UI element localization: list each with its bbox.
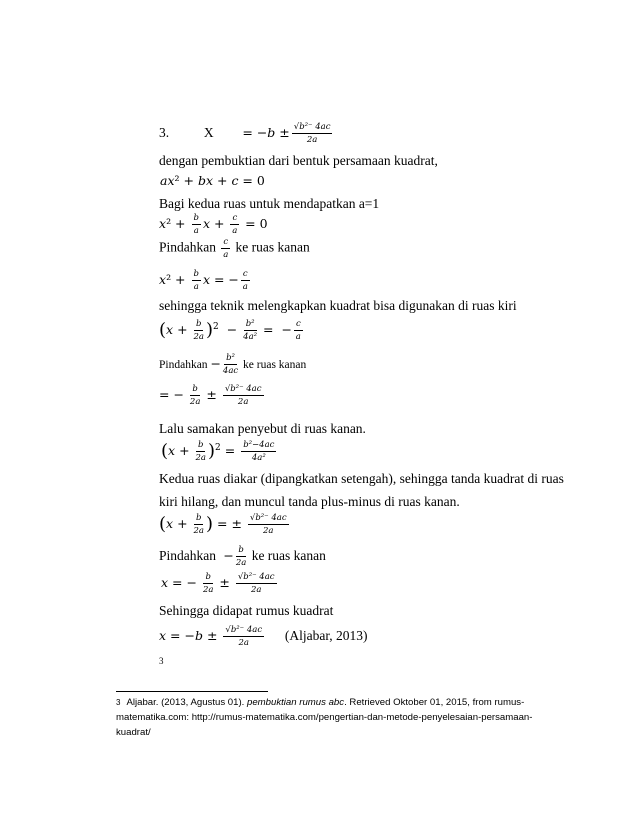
footnote-title: pembuktian rumus abc xyxy=(247,697,345,708)
text-kedua-1: Kedua ruas diakar (dipangkatkan setengah), sehingga tanda kuadrat di ruas xyxy=(159,471,564,486)
equation-x-isolated: x = − $\frac{b}{2a}$ ± $\frac{\text{√b²⁻ 4ac}}{2a}$ xyxy=(161,572,275,595)
equation-moved: x² + $\frac{b}{a}$ x = − $\frac{c}{a}$ xyxy=(159,269,248,292)
equation-after-move: = − $\frac{b}{2a}$ ± $\frac{\text{√b²⁻ 4ac}}{2a}$ xyxy=(159,384,262,407)
equation-divided: x² + $\frac{b}{a}$ x + $\frac{c}{a}$ = 0 xyxy=(159,213,268,236)
footnote-text-before: Aljabar. (2013, Agustus 01). xyxy=(126,697,245,708)
text-pindahkan-2: Pindahkan − $\frac{\text{b²}}{4ac}$ ke ruas kanan xyxy=(159,353,307,376)
formula-line-1 xyxy=(159,123,334,144)
quadratic-formula-final: x = −b ± $\frac{\text{√b²⁻ 4ac}}{2a}$ xyxy=(159,625,263,648)
footnote-text-after: . Retrieved Oktober 01, 2015, from rumus-matematika.com: http://rumus-matematika.com/pengertian-dan-metode-penyelesaian-persamaan-kuadrat/ xyxy=(116,697,533,738)
footnote-ref-mark: 3 xyxy=(159,656,164,666)
footnote-separator xyxy=(116,691,268,692)
equation-general: ax² + bx + c = 0 xyxy=(160,173,265,188)
item-number: 3. xyxy=(159,125,170,140)
formula-label: X xyxy=(203,125,214,140)
quadratic-formula-1: = −b ± $\frac{\text{√b²⁻ 4ac}}{2a}$ xyxy=(242,122,331,145)
footnote-number: 3 xyxy=(116,698,121,707)
equation-common-denominator: (x + $\frac{b}{2a}$ )$^2$ = $\frac{\text{b²−4ac}}{\text{4a²}}$ xyxy=(161,440,275,463)
text-pindahkan-1: Pindahkan $\frac{c}{a}$ ke ruas kanan xyxy=(159,237,310,260)
text-teknik: sehingga teknik melengkapkan kuadrat bisa digunakan di ruas kiri xyxy=(159,298,517,313)
equation-complete-square: (x + $\frac{b}{2a}$ )$^2$ − $\frac{\text{b²}}{\text{4a²}}$ = − $\frac{c}{a}$ xyxy=(159,319,301,342)
citation: (Aljabar, 2013) xyxy=(284,628,368,643)
footnote xyxy=(116,695,546,740)
text-samakan: Lalu samakan penyebut di ruas kanan. xyxy=(159,421,366,436)
equation-root: (x + $\frac{b}{2a}$ ) = ± $\frac{\text{√b²⁻ 4ac}}{2a}$ xyxy=(159,513,287,536)
text-bagi: Bagi kedua ruas untuk mendapatkan a=1 xyxy=(159,196,380,211)
final-formula-line xyxy=(159,626,368,647)
text-kedua-2: kiri hilang, dan muncul tanda plus-minus di ruas kanan. xyxy=(159,494,460,509)
text-pindahkan-3: Pindahkan − $\frac{b}{2a}$ ke ruas kanan xyxy=(159,545,326,568)
text-sehingga: Sehingga didapat rumus kuadrat xyxy=(159,603,334,618)
text-bukti-intro: dengan pembuktian dari bentuk persamaan kuadrat, xyxy=(159,153,438,168)
